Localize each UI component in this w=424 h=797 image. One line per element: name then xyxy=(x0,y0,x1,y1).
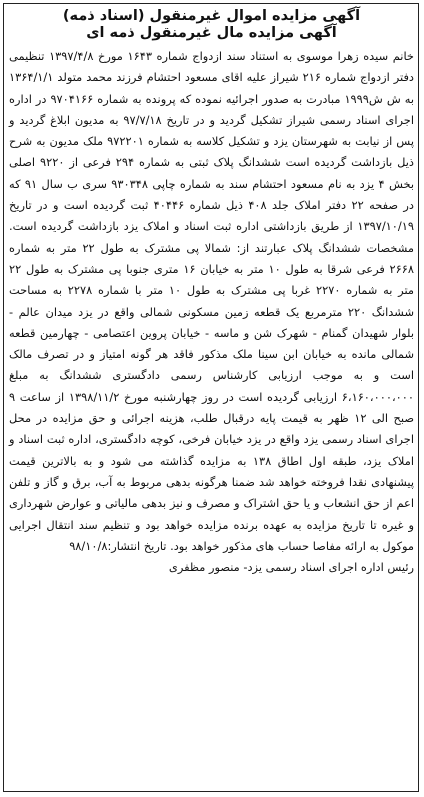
notice-subtitle: آگهی مزایده مال غیرمنقول ذمه ای xyxy=(86,25,337,41)
notice-signature: رئیس اداره اجرای اسناد رسمی یزد- منصور مظفری xyxy=(168,560,414,575)
notice-title: آگهی مزایده اموال غیرمنقول (اسناد ذمه) xyxy=(62,8,361,24)
auction-notice xyxy=(9,8,414,788)
notice-body: خانم سیده زهرا موسوی به استناد سند ازدواج شماره ۱۶۴۳ مورخ ۱۳۹۷/۴/۸ تنظیمی دفتر ازدواج شماره ۲۱۶ شیراز علیه اقای مسعود احتشام فرزند محمد متولد ۱۳۶۴/۱/۱ به ش ش۱۹۹۹ مبادرت به صدور اجرائیه نموده که پرونده به شماره ۹۷۰۴۱۶۶ در اداره اجرای اسناد رسمی شیراز تشکیل گردید و در تاریخ ۹۷/۷/۱۸ به مدیون ابلاغ گردید و پس از نیابت به شهرستان یزد و تشکیل کلاسه به شماره ۹۷۲۲۰۱ ملک مدیون به شرح ذیل بازداشت گردیده است ششدانگ پلاک ثبتی به شماره ۲۹۴ فرعی از ۹۲۲۰ اصلی بخش ۴ یزد به نام مسعود احتشام سند به شماره چاپی ۹۳۰۳۴۸ سری ب سال ۹۱ که در صفحه ۲۲ دفتر املاک جلد ۴۰۸ ذیل شماره ۴۰۴۴۶ ثبت گردیده است و در تاریخ ۱۳۹۷/۱۰/۱۹ از طریق بازداشتی اداره ثبت اسناد و املاک یزد بازداشت گردیده است. مشخصات ششدانگ پلاک عبارتند از: شمالا پی مشترک به طول ۲۲ متر به شماره ۲۶۶۸ فرعی شرقا به طول ۱۰ متر به خیابان ۱۶ متری جنوبا پی مشترک به طول ۲۲ متر به شماره ۲۲۷۰ غربا پی مشترک به طول ۱۰ متر با شماره ۲۲۷۸ به مساحت ششدانگ ۲۲۰ مترمربع یک قطعه زمین مسکونی شمالی واقع در یزد میدان عالم - بلوار شهیدان گمنام - شهرک شن و ماسه - خیابان پروین اعتصامی - چهارمین قطعه شمالی مانده به خیابان ابن سینا ملک مذکور فاقد هر گونه امتیاز و در تصرف مالک است و به موجب ارزیابی کارشناس رسمی دادگستری ششدانگ به مبلغ ۶،۱۶۰،۰۰۰،۰۰۰ ارزیابی گردیده است در روز چهارشنبه مورخ ۱۳۹۸/۱۱/۲ از ساعت ۹ صبح الی ۱۲ ظهر به قیمت پایه درقبال طلب، هزینه اجرائی و حق مزایده در محل اجرای اسناد رسمی یزد واقع در یزد خیابان فرخی، کوچه دادگستری، اداره ثبت اسناد و املاک یزد، طبقه اول اطاق ۱۳۸ به مزایده گذاشته می شود و به بالاترین قیمت پیشنهادی نقدا فروخته خواهد شد ضمنا هرگونه بدهی مربوط به آب، برق و گاز و تلفن اعم از حق انشعاب و یا حق اشتراک و مصرف و نیز بدهی مالیاتی و عوارض شهرداری و غیره تا تاریخ مزایده به عهده برنده مزایده خواهد بود و تنظیم سند انتقال اجرایی موکول به ارائه مفاصا حساب های مذکور خواهد بود. تاریخ انتشار:۹۸/۱۰/۸ xyxy=(9,49,415,553)
